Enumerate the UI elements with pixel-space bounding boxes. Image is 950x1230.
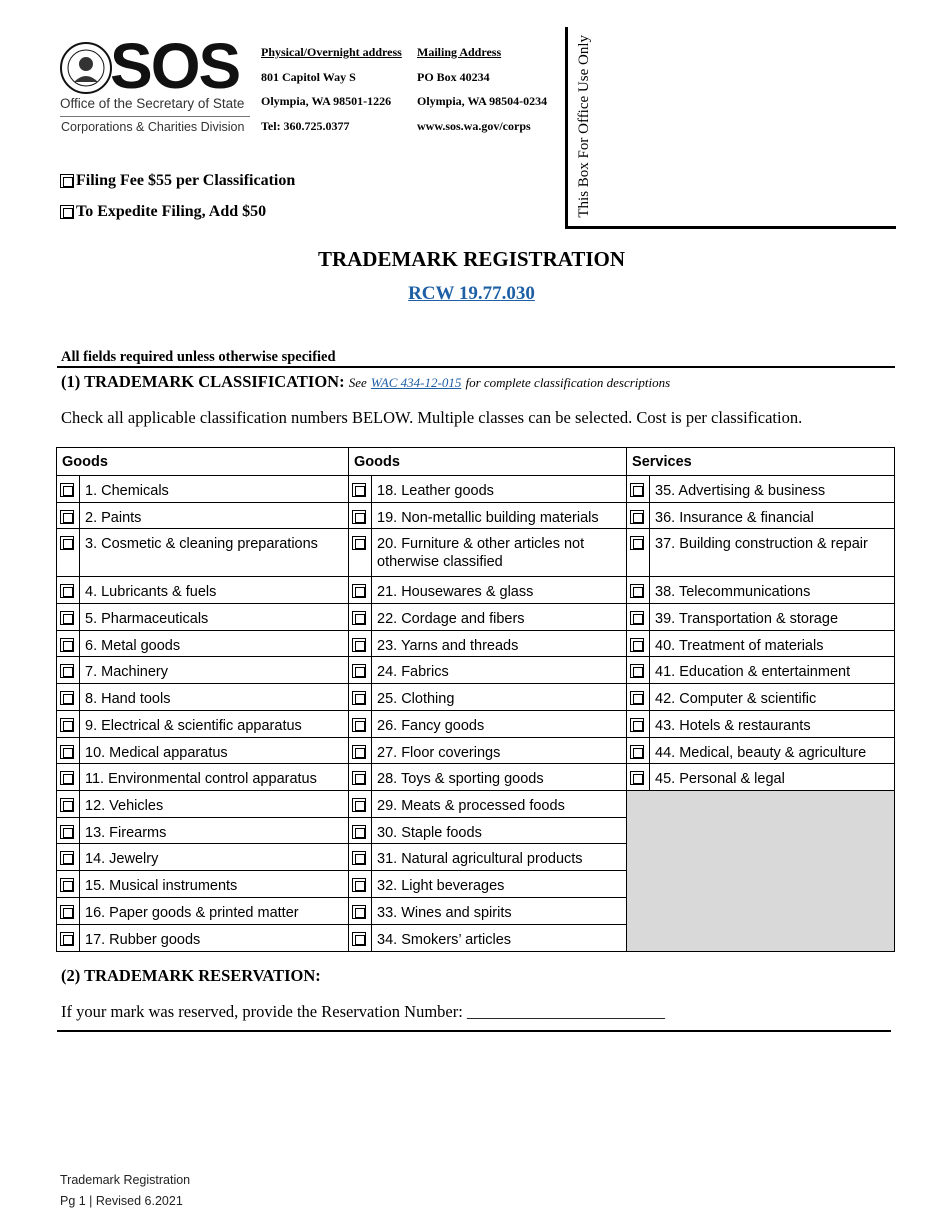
see-text: See	[348, 375, 367, 390]
class-label: 15. Musical instruments	[80, 871, 349, 898]
checkbox-cell	[627, 764, 650, 791]
empty-shaded-cell	[627, 790, 895, 951]
class-label: 14. Jewelry	[80, 844, 349, 871]
table-row	[57, 529, 895, 577]
checkbox-cell	[57, 577, 80, 604]
office-use-label: This Box For Office Use Only	[576, 35, 592, 218]
filing-fee-label: Filing Fee $55 per Classification	[76, 172, 296, 189]
class-checkbox[interactable]	[630, 483, 644, 497]
class-checkbox[interactable]	[60, 771, 74, 785]
table-row	[57, 604, 895, 631]
table-row	[57, 657, 895, 684]
class-checkbox[interactable]	[60, 483, 74, 497]
class-checkbox[interactable]	[352, 745, 366, 759]
class-checkbox[interactable]	[60, 745, 74, 759]
class-checkbox[interactable]	[630, 664, 644, 678]
checkbox-cell	[57, 737, 80, 764]
class-checkbox[interactable]	[352, 611, 366, 625]
class-label: 1. Chemicals	[80, 476, 349, 503]
class-label: 8. Hand tools	[80, 684, 349, 711]
table-row	[57, 502, 895, 529]
class-checkbox[interactable]	[352, 691, 366, 705]
checkbox-cell	[349, 817, 372, 844]
class-label: 43. Hotels & restaurants	[650, 710, 895, 737]
class-checkbox[interactable]	[352, 638, 366, 652]
table-row	[57, 737, 895, 764]
class-label: 20. Furniture & other articles not otherwise classified	[372, 529, 627, 577]
checkbox-cell	[349, 871, 372, 898]
class-checkbox[interactable]	[630, 771, 644, 785]
division-name: Corporations & Charities Division	[61, 120, 245, 134]
checkbox-cell	[349, 764, 372, 791]
checkbox-cell	[349, 630, 372, 657]
checkbox-cell	[57, 817, 80, 844]
class-checkbox[interactable]	[630, 536, 644, 550]
section1-title: (1) TRADEMARK CLASSIFICATION:	[61, 372, 345, 391]
class-label: 16. Paper goods & printed matter	[80, 898, 349, 925]
reservation-number-prompt[interactable]: If your mark was reserved, provide the Reservation Number: ________________________	[61, 1002, 665, 1021]
class-label: 19. Non-metallic building materials	[372, 502, 627, 529]
class-checkbox[interactable]	[60, 611, 74, 625]
class-checkbox[interactable]	[60, 638, 74, 652]
table-row	[57, 790, 895, 817]
section2-heading: (2) TRADEMARK RESERVATION:	[61, 966, 321, 985]
class-checkbox[interactable]	[352, 905, 366, 919]
checkbox-cell	[349, 790, 372, 817]
column-header-goods: Goods	[349, 448, 627, 476]
checkbox-cell	[627, 476, 650, 503]
class-checkbox[interactable]	[630, 584, 644, 598]
mailing-address-line: Olympia, WA 98504-0234	[417, 94, 548, 108]
checkbox-cell	[349, 577, 372, 604]
checkbox-cell	[349, 657, 372, 684]
section1-heading	[61, 372, 670, 392]
class-label: 4. Lubricants & fuels	[80, 577, 349, 604]
checkbox-cell	[627, 577, 650, 604]
class-label: 5. Pharmaceuticals	[80, 604, 349, 631]
expedite-checkbox[interactable]	[60, 205, 74, 219]
class-label: 2. Paints	[80, 502, 349, 529]
class-label: 30. Staple foods	[372, 817, 627, 844]
table-row	[57, 577, 895, 604]
checkbox-cell	[627, 684, 650, 711]
class-label: 36. Insurance & financial	[650, 502, 895, 529]
section-divider	[57, 1030, 891, 1032]
table-row	[57, 476, 895, 503]
class-label: 13. Firearms	[80, 817, 349, 844]
class-checkbox[interactable]	[352, 584, 366, 598]
class-checkbox[interactable]	[60, 510, 74, 524]
class-label: 18. Leather goods	[372, 476, 627, 503]
checkbox-cell	[57, 604, 80, 631]
checkbox-cell	[349, 924, 372, 951]
checkbox-cell	[57, 844, 80, 871]
form-title: TRADEMARK REGISTRATION	[317, 247, 626, 271]
class-checkbox[interactable]	[352, 798, 366, 812]
footer-form-name: Trademark Registration	[60, 1173, 191, 1187]
website: www.sos.wa.gov/corps	[417, 118, 531, 133]
mailing-address-line: PO Box 40234	[417, 69, 490, 84]
office-name: Office of the Secretary of State	[60, 96, 245, 111]
checkbox-cell	[349, 737, 372, 764]
logo-divider	[60, 116, 250, 117]
checkbox-cell	[627, 737, 650, 764]
column-header-services: Services	[627, 448, 895, 476]
state-seal-icon	[60, 42, 112, 94]
checkbox-cell	[349, 710, 372, 737]
filing-fee-checkbox[interactable]	[60, 174, 74, 188]
checkbox-cell	[57, 764, 80, 791]
mailing-address-heading: Mailing Address	[417, 45, 502, 59]
office-use-box	[565, 27, 896, 229]
see-suffix: for complete classification descriptions	[465, 375, 671, 390]
class-checkbox[interactable]	[352, 878, 366, 892]
class-checkbox[interactable]	[630, 510, 644, 524]
class-label: 40. Treatment of materials	[650, 630, 895, 657]
class-checkbox[interactable]	[60, 664, 74, 678]
class-label: 39. Transportation & storage	[650, 604, 895, 631]
class-checkbox[interactable]	[60, 536, 74, 550]
class-checkbox[interactable]	[60, 691, 74, 705]
required-note: All fields required unless otherwise specified	[61, 349, 336, 365]
checkbox-cell	[57, 657, 80, 684]
classification-table	[56, 447, 895, 952]
checkbox-cell	[57, 630, 80, 657]
checkbox-cell	[349, 502, 372, 529]
sos-logo	[60, 30, 255, 140]
checkbox-cell	[349, 476, 372, 503]
checkbox-cell	[627, 529, 650, 577]
checkbox-cell	[627, 604, 650, 631]
column-header-goods: Goods	[57, 448, 349, 476]
checkbox-cell	[57, 529, 80, 577]
wac-link[interactable]: WAC 434-12-015	[370, 375, 462, 390]
class-label: 34. Smokers’ articles	[372, 924, 627, 951]
checkbox-cell	[349, 684, 372, 711]
class-label: 37. Building construction & repair	[650, 529, 895, 577]
table-row	[57, 710, 895, 737]
class-checkbox[interactable]	[352, 771, 366, 785]
physical-address-line: 801 Capitol Way S	[261, 69, 356, 84]
physical-address-line: Olympia, WA 98501-1226	[261, 94, 392, 108]
class-checkbox[interactable]	[352, 536, 366, 550]
class-label: 33. Wines and spirits	[372, 898, 627, 925]
mailing-address	[417, 40, 547, 138]
logo-letters: SOS	[110, 30, 240, 102]
class-checkbox[interactable]	[630, 745, 644, 759]
class-checkbox[interactable]	[60, 878, 74, 892]
checkbox-cell	[57, 871, 80, 898]
class-label: 31. Natural agricultural products	[372, 844, 627, 871]
class-checkbox[interactable]	[60, 798, 74, 812]
class-label: 9. Electrical & scientific apparatus	[80, 710, 349, 737]
class-label: 45. Personal & legal	[650, 764, 895, 791]
checkbox-cell	[349, 898, 372, 925]
class-checkbox[interactable]	[630, 638, 644, 652]
checkbox-cell	[349, 529, 372, 577]
class-checkbox[interactable]	[352, 510, 366, 524]
class-checkbox[interactable]	[352, 932, 366, 946]
class-checkbox[interactable]	[352, 483, 366, 497]
class-checkbox[interactable]	[630, 611, 644, 625]
checkbox-cell	[57, 898, 80, 925]
checkbox-cell	[627, 502, 650, 529]
checkbox-cell	[349, 604, 372, 631]
class-label: 32. Light beverages	[372, 871, 627, 898]
class-checkbox[interactable]	[352, 664, 366, 678]
checkbox-cell	[627, 657, 650, 684]
checkbox-cell	[57, 710, 80, 737]
class-label: 3. Cosmetic & cleaning preparations	[80, 529, 349, 577]
class-label: 41. Education & entertainment	[650, 657, 895, 684]
class-checkbox[interactable]	[352, 718, 366, 732]
filing-fee-option	[60, 172, 295, 190]
expedite-option	[60, 203, 266, 221]
table-row	[57, 684, 895, 711]
class-checkbox[interactable]	[60, 905, 74, 919]
checkbox-cell	[627, 630, 650, 657]
class-label: 35. Advertising & business	[650, 476, 895, 503]
class-checkbox[interactable]	[60, 851, 74, 865]
class-label: 7. Machinery	[80, 657, 349, 684]
class-label: 28. Toys & sporting goods	[372, 764, 627, 791]
classification-rows	[57, 476, 895, 952]
class-checkbox[interactable]	[352, 851, 366, 865]
class-label: 42. Computer & scientific	[650, 684, 895, 711]
physical-address-heading: Physical/Overnight address	[261, 45, 402, 59]
checkbox-cell	[57, 502, 80, 529]
class-checkbox[interactable]	[630, 718, 644, 732]
expedite-label: To Expedite Filing, Add $50	[76, 203, 267, 220]
class-label: 27. Floor coverings	[372, 737, 627, 764]
class-label: 21. Housewares & glass	[372, 577, 627, 604]
class-checkbox[interactable]	[60, 932, 74, 946]
rcw-link[interactable]: RCW 19.77.030	[408, 283, 535, 304]
class-label: 10. Medical apparatus	[80, 737, 349, 764]
checkbox-cell	[627, 710, 650, 737]
class-checkbox[interactable]	[60, 584, 74, 598]
checkbox-cell	[57, 476, 80, 503]
classification-instructions: Check all applicable classification numbers BELOW. Multiple classes can be selected. Cost is per classification.	[61, 408, 803, 427]
class-label: 17. Rubber goods	[80, 924, 349, 951]
class-checkbox[interactable]	[60, 718, 74, 732]
class-label: 25. Clothing	[372, 684, 627, 711]
class-label: 22. Cordage and fibers	[372, 604, 627, 631]
class-label: 6. Metal goods	[80, 630, 349, 657]
class-label: 11. Environmental control apparatus	[80, 764, 349, 791]
checkbox-cell	[57, 684, 80, 711]
class-label: 24. Fabrics	[372, 657, 627, 684]
table-row	[57, 630, 895, 657]
section-divider	[57, 366, 895, 368]
class-label: 29. Meats & processed foods	[372, 790, 627, 817]
class-label: 38. Telecommunications	[650, 577, 895, 604]
checkbox-cell	[349, 844, 372, 871]
class-label: 12. Vehicles	[80, 790, 349, 817]
table-row	[57, 764, 895, 791]
class-label: 23. Yarns and threads	[372, 630, 627, 657]
class-checkbox[interactable]	[60, 825, 74, 839]
class-label: 26. Fancy goods	[372, 710, 627, 737]
class-checkbox[interactable]	[352, 825, 366, 839]
class-checkbox[interactable]	[630, 691, 644, 705]
phone-number: Tel: 360.725.0377	[261, 118, 350, 133]
checkbox-cell	[57, 924, 80, 951]
footer-page-info: Pg 1 | Revised 6.2021	[60, 1194, 183, 1208]
page-footer	[60, 1170, 190, 1212]
physical-address	[261, 40, 402, 138]
class-label: 44. Medical, beauty & agriculture	[650, 737, 895, 764]
checkbox-cell	[57, 790, 80, 817]
